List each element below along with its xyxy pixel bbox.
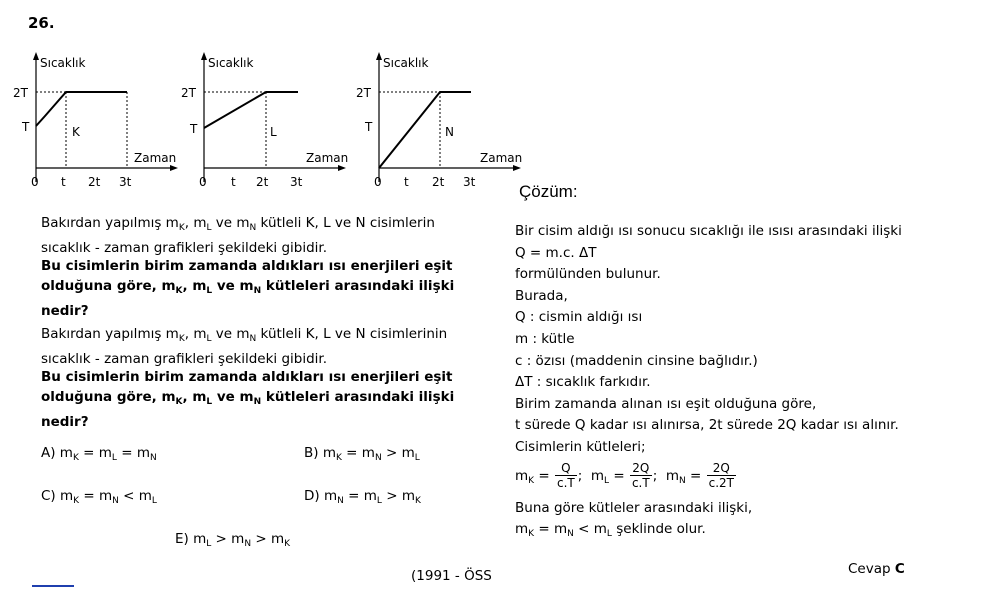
x-axis-title: Zaman	[134, 151, 177, 165]
graph-label: N	[445, 125, 454, 139]
question-number: 26.	[28, 14, 55, 32]
x-tick-t: t	[231, 175, 236, 189]
x-tick-2t: 2t	[432, 175, 445, 189]
mass-formulas: $m_K$ = $\frac{Q}{c.T}$ ; $m_L$ = $\frac{2Q}{c.T}$ ; $m_N$ = $\frac{2Q}{c.2T}$	[515, 461, 735, 491]
y-tick-t: T	[190, 122, 198, 136]
y-tick-t: T	[365, 120, 373, 134]
option-b[interactable]: B) $m_K = m_N > m_L$	[304, 445, 420, 463]
y-axis-title: Sıcaklık	[40, 56, 86, 70]
graph-k	[10, 50, 190, 196]
x-tick-3t: 3t	[119, 175, 132, 189]
link-underline[interactable]	[32, 585, 74, 587]
y-axis-title: Sıcaklık	[208, 56, 254, 70]
question-text-2: Bakırdan yapılmış $m_K$, $m_L$ ve $m_N$ kütleli K, L ve N cisimlerinin sıcaklık - zaman grafikleri şekildeki gibidir.	[41, 326, 448, 367]
x-tick-t: t	[404, 175, 409, 189]
y-tick-t: T	[22, 120, 30, 134]
graph-label: K	[72, 125, 80, 139]
x-tick-2t: 2t	[256, 175, 269, 189]
option-a[interactable]: A) $m_K = m_L = m_N$	[41, 445, 157, 463]
answer: Cevap C	[848, 561, 905, 577]
x-tick-0: 0	[199, 175, 207, 189]
option-d[interactable]: D) $m_N = m_L > m_K$	[304, 488, 421, 506]
x-axis-title: Zaman	[480, 151, 523, 165]
y-tick-2t: 2T	[13, 86, 28, 100]
mass-relation: $m_K = m_N < m_L$ şeklinde olur.	[515, 521, 706, 540]
question-bold-2: Bu cisimlerin birim zamanda aldıkları ısı enerjileri eşit olduğuna göre, $m_K$, $m_L$ ve $m_N$ kütleleri arasındaki ilişki nedir?	[41, 369, 455, 430]
option-e[interactable]: E) $m_L > m_N > m_K$	[175, 531, 291, 549]
graph-label: L	[270, 125, 277, 139]
graph-n	[353, 50, 533, 196]
solution-body: Bir cisim aldığı ısı sonucu sıcaklığı ile ısısı arasındaki ilişki Q = m.c. ΔT formülünden bulunur. Burada, Q : cismin aldığı ısı m : kütle c : özısı (maddenin cinsine bağlıdır.) ΔT : sıcaklık farkıdır. Birim zamanda alınan ısı eşit olduğuna göre, t sürede Q kadar ısı alınırsa, 2t sürede 2Q kadar ısı alınır. Cisimlerin kütleleri; $m_K$ = $\frac{Q}{c.T}$ ; $m_L$ = $\frac{2Q}{c.T}$ ; $m_N$ = $\frac{2Q}{c.2T}$ Buna göre kütleler arasındaki ilişki, $m_K = m_N < m_L$ şeklinde olur.	[515, 221, 902, 546]
graph-l	[178, 50, 358, 196]
source-reference: (1991 - ÖSS	[411, 568, 492, 584]
option-c[interactable]: C) $m_K = m_N < m_L$	[41, 488, 157, 506]
solution-title: Çözüm:	[519, 182, 578, 201]
x-tick-t: t	[61, 175, 66, 189]
y-axis-title: Sıcaklık	[383, 56, 429, 70]
x-tick-2t: 2t	[88, 175, 101, 189]
x-tick-0: 0	[31, 175, 39, 189]
question-text-1: Bakırdan yapılmış $m_K$, $m_L$ ve $m_N$ kütleli K, L ve N cisimlerin sıcaklık - zaman grafikleri şekildeki gibidir.	[41, 215, 435, 256]
y-tick-2t: 2T	[181, 86, 196, 100]
x-tick-3t: 3t	[290, 175, 303, 189]
y-tick-2t: 2T	[356, 86, 371, 100]
question-bold-1: Bu cisimlerin birim zamanda aldıkları ısı enerjileri eşit olduğuna göre, $m_K$, $m_L$ ve $m_N$ kütleleri arasındaki ilişki nedir?	[41, 258, 455, 319]
x-tick-0: 0	[374, 175, 382, 189]
x-tick-3t: 3t	[463, 175, 476, 189]
x-axis-title: Zaman	[306, 151, 349, 165]
